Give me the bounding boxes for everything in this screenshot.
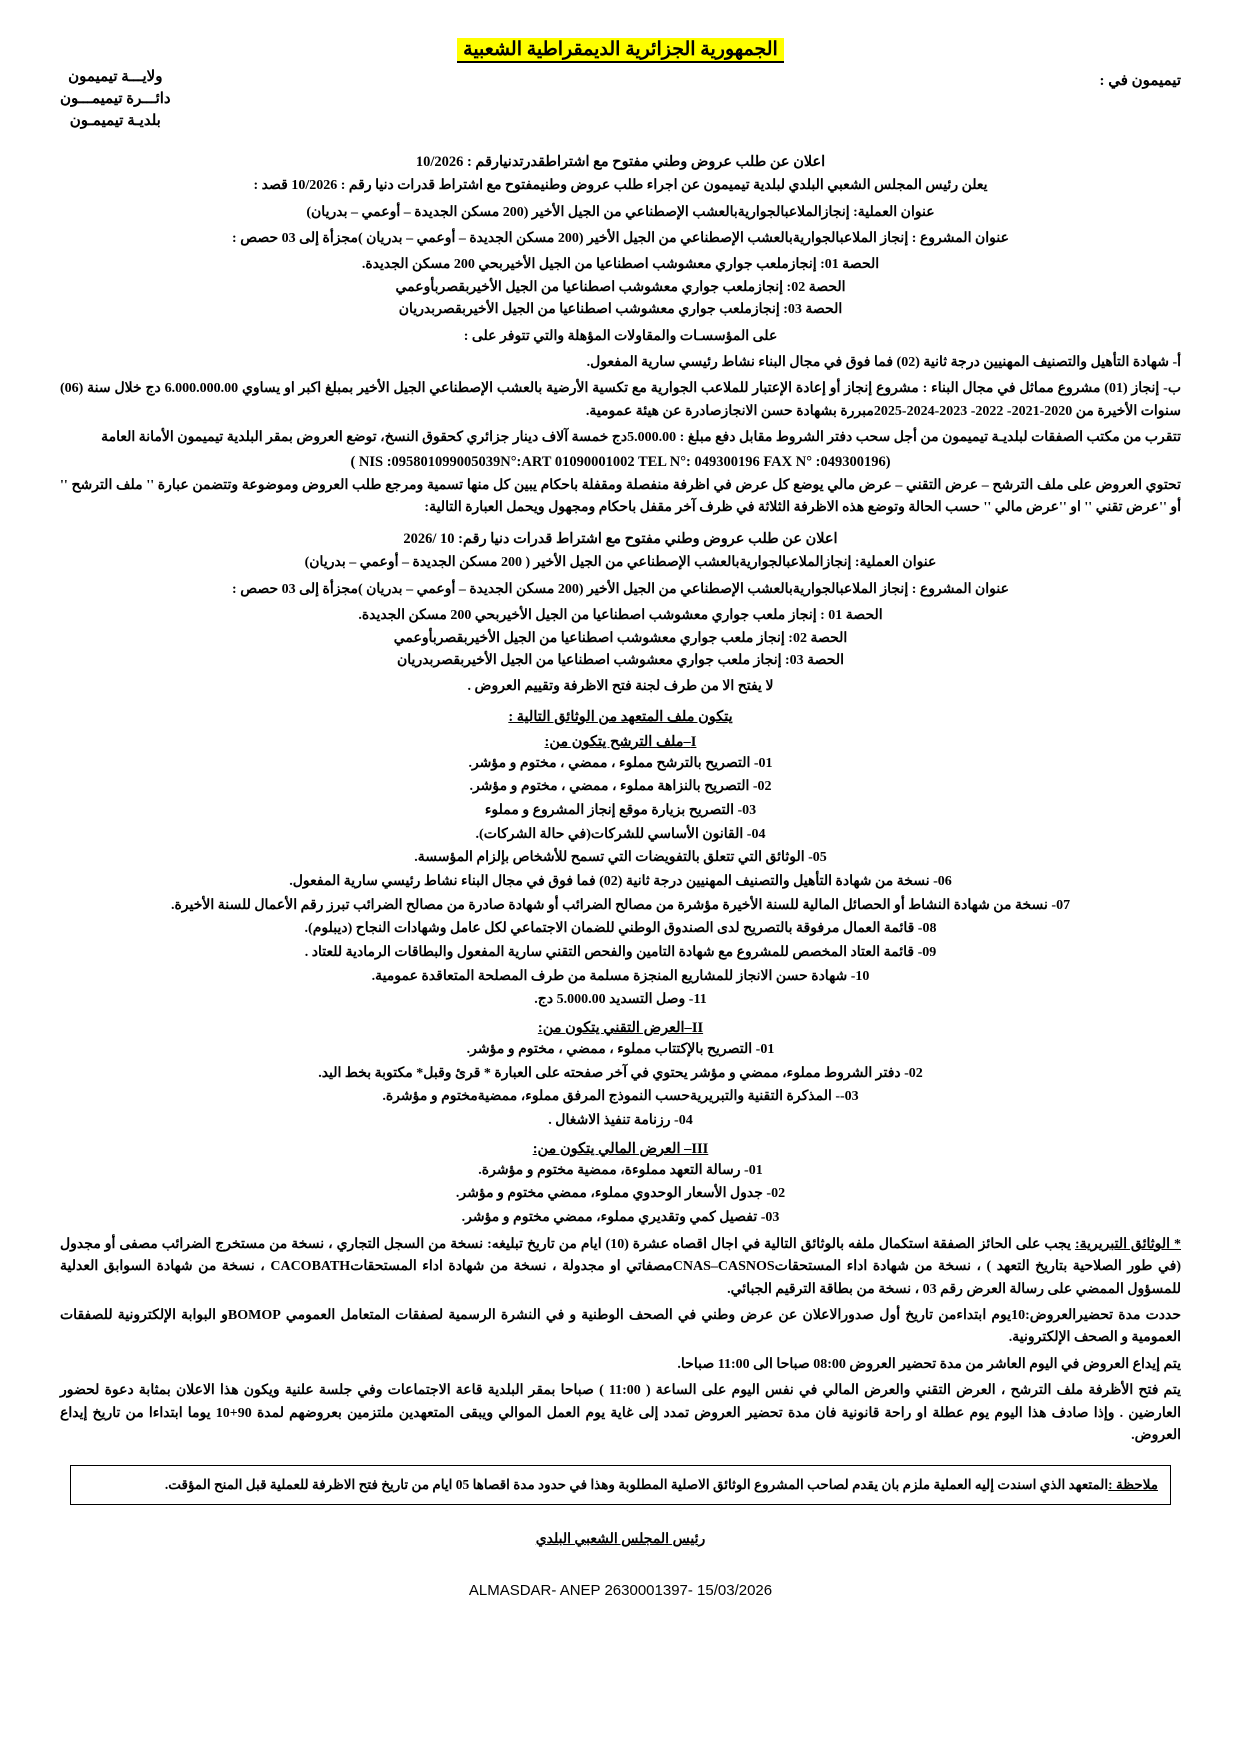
list-item: 08- قائمة العمال مرفوقة بالتصريح لدى الصندوق الوطني للضمان الاجتماعي لكل عامل وشهادات النجاح (ديبلوم). [304, 921, 937, 937]
signature-row [60, 1531, 1181, 1548]
signature-label: رئيس المجلس الشعبي البلدي [535, 1531, 706, 1547]
justification-label: * الوثائق التبريرية: [1074, 1236, 1181, 1252]
section-candidacy-heading: I–ملف الترشح يتكون من: [544, 733, 697, 750]
justification-text: يجب على الحائز الصفقة استكمال ملفه بالوثائق التالية في اجال اقصاه عشرة (10) ايام من تاريخ تبليغه: نسخة من السجل التجاري ، نسخة من مستخرج الضرائب مصفى أو مجدول (في طور الصلاحية بتاريخ التعهد ) ، نسخة من شهادة اداء المستحقاتCNAS–CASNOSمصفاتي او مجدولة ، نسخة من شهادة اداء المستحقاتCACOBATH ، نسخة من شهادة السوابق العدلية للمسؤول الممضي على رسالة العرض رقم 03 ، نسخة من بطاقة الترقيم الجبائي. [60, 1236, 1181, 1297]
section-technical-heading: II–العرض التقني يتكون من: [537, 1020, 704, 1037]
list-item: 04- رزنامة تنفيذ الاشغال . [548, 1113, 693, 1129]
list-item: 11- وصل التسديد 5.000.00 دج. [534, 992, 707, 1008]
list-item: 10- شهادة حسن الانجاز للمشاريع المنجزة مسلمة من طرف المصلحة المتعاقدة عمومية. [371, 968, 870, 984]
note-label: ملاحظة : [1108, 1477, 1158, 1493]
list-item: 02- جدول الأسعار الوحدوي مملوء، ممضي مختوم و مؤشر. [455, 1186, 786, 1202]
project-label-secondary: عنوان المشروع : إنجاز الملاعبالجواريةبالعشب الإصطناعي من الجيل الأخير (200 مسكن الجديدة – أوعمي – بدريان )مجزأة إلى 03 حصص : [232, 581, 1009, 597]
nis-contact-line: ( NIS :095801099005039N°:ART 01090001002 TEL N°: 049300196 FAX N° :049300196) [350, 453, 891, 470]
list-item: 04- القانون الأساسي للشركات(في حالة الشركات). [475, 826, 766, 842]
administration-block [60, 67, 171, 132]
wilaya-label: ولايـــة تيميمون [68, 69, 163, 85]
lot-item: الحصة 01 : إنجاز ملعب جواري معشوشب اصطناعيا من الجيل الأخيربحي 200 مسكن الجديدة. [358, 608, 883, 624]
announcement-intro: يعلن رئيس المجلس الشعبي البلدي لبلدية تيميمون عن اجراء طلب عروض وطنيمفتوح مع اشتراط قدرات دنيا رقم : 10/2026 قصد : [253, 178, 988, 194]
technical-items-list [60, 1039, 1181, 1133]
envelope-instructions: تحتوي العروض على ملف الترشح – عرض التقني – عرض مالي يوضع كل عرض في اظرفة منفصلة ومقفلة باحكام يبين كل منها تسمية ومرجع طلب العروض وموضوعة وتتضمن عبارة '' ملف الترشح '' أو ''عرض تقني '' او ''عرض مالي '' حسب الحالة وتوضع هذه الاظرفة الثلاثة في ظرف آخر مقفل باحكام ومجهول ويحمل العبارة التالية: [60, 477, 1181, 515]
lot-item: الحصة 01: إنجازملعب جواري معشوشب اصطناعيا من الجيل الأخيربحي 200 مسكن الجديدة. [361, 257, 880, 273]
list-item: 02- التصريح بالنزاهة مملوء ، ممضي ، مختوم و مؤشر. [469, 779, 772, 795]
list-item: 09- قائمة العتاد المخصص للمشروع مع شهادة التامين والفحص التقني سارية المفعول والبطاقات الرمادية للعتاد . [304, 945, 937, 961]
opening-session: يتم فتح الأظرفة ملف الترشح ، العرض التقني والعرض المالي في نفس اليوم على الساعة ( 11:00 ) صباحا بمقر البلدية قاعة الاجتماعات وفي جلسة علنية ويكون هذا الاعلان بمثابة دعوة لحضور العارضين . وإذا صادف هذا اليوم يوم عطلة او راحة قانونية فان مدة تحضير العروض تمدد إلى غاية يوم العمل الموالي ويبقى المتعهدين ملتزمين بعروضهم لمدة 90+10 يوما ابتداءا من تاريخ إيداع العروض. [60, 1383, 1181, 1443]
footer-reference: ALMASDAR- ANEP 2630001397- 15/03/2026 [468, 1581, 773, 1599]
condition-b: ب- إنجاز (01) مشروع مماثل في مجال البناء : مشروع إنجاز أو إعادة الإعتبار للملاعب الجوارية مع تكسية الأرضية بالعشب الإصطناعي الجيل الأخير بمبلغ اكبر او يساوي 6.000.000.00 دج خلال سنة (06) سنوات الأخيرة من 2020-2021- 2022- 2023-2024-2025مبررة بشهادة حسن الانجازصادرة عن هيئة عمومية. [60, 381, 1181, 419]
candidacy-items-list [60, 753, 1181, 1012]
preparation-period: حددت مدة تحضيرالعروض:10يوم ابتداءمن تاريخ أول صدورالاعلان عن عرض وطني في الصحف الوطنية و في النشرة الرسمية لصفقات المتعامل العمومي BOMOPو البوابة الإلكترونية للصفقات العمومية و الصحف الإلكترونية. [60, 1307, 1181, 1346]
list-item: 07- نسخة من شهادة النشاط أو الحصائل المالية للسنة الأخيرة مؤشرة من مصالح الضرائب أو شهادة صادرة من مصالح الضرائب تبرز رقم الأعمال للسنة الأخيرة. [170, 897, 1071, 913]
operation-label-secondary: عنوان العملية: إنجازالملاعبالجواريةبالعشب الإصطناعي من الجيل الأخير ( 200 مسكن الجديدة – أوعمي – بدريان) [304, 555, 937, 571]
section-financial-heading: III– العرض المالي يتكون من: [532, 1140, 709, 1157]
note-text: المتعهد الذي اسندت إليه العملية ملزم بان يقدم لصاحب المشروع الوثائق الاصلية المطلوبة وهذا في حدود مدة اقصاها 05 ايام من تاريخ فتح الاظرفة للعملية قبل المنح المؤقت. [164, 1477, 1109, 1493]
list-item: 02- دفتر الشروط مملوء، ممضي و مؤشر يحتوي في آخر صفحته على العبارة * قرئ وقبل* مكتوبة بخط اليد. [318, 1065, 923, 1081]
lot-item: الحصة 03: إنجازملعب جواري معشوشب اصطناعيا من الجيل الأخيربقصربدريان [398, 302, 843, 318]
list-item: 01- التصريح بالإكتتاب مملوء ، ممضي ، مختوم و مؤشر. [466, 1042, 775, 1058]
operation-label: عنوان العملية: إنجازالملاعبالجواريةبالعشب الإصطناعي من الجيل الأخير (200 مسكن الجديدة – أوعمي – بدريان) [306, 204, 935, 220]
lot-item: الحصة 03: إنجاز ملعب جواري معشوشب اصطناعيا من الجيل الأخيربقصربدريان [397, 652, 844, 668]
baladia-label: بلديـة تيميمـون [69, 112, 161, 129]
list-item: 06- نسخة من شهادة التأهيل والتصنيف المهنيين درجة ثانية (02) فما فوق في مجال البناء نشاط رئيسي سارية المفعول. [289, 874, 952, 890]
lot-item: الحصة 02: إنجاز ملعب جواري معشوشب اصطناعيا من الجيل الأخيربقصربأوعمي [393, 630, 848, 646]
place-date-label: تيميمون في : [1099, 73, 1181, 89]
republic-title [60, 38, 1181, 61]
announcement-title-secondary: اعلان عن طلب عروض وطني مفتوح مع اشتراط قدرات دنيا رقم: 10 /2026 [403, 531, 838, 548]
header-row [60, 67, 1181, 132]
republic-title-text: الجمهورية الجزائرية الديمقراطية الشعبية [457, 38, 784, 63]
list-item: 01- التصريح بالترشح مملوء ، ممضي ، مختوم و مؤشر. [468, 755, 773, 771]
file-contents-heading: يتكون ملف المتعهد من الوثائق التالية : [508, 708, 733, 725]
lot-item: الحصة 02: إنجازملعب جواري معشوشب اصطناعيا من الجيل الأخيربقصربأوعمي [395, 279, 846, 295]
list-item: 05- الوثائق التي تتعلق بالتفويضات التي تسمح للأشخاص بإلزام المؤسسة. [414, 850, 827, 866]
do-not-open-notice: لا يفتح الا من طرف لجنة فتح الاظرفة وتقييم العروض . [467, 679, 774, 695]
justification-paragraph [60, 1234, 1181, 1301]
financial-items-list [60, 1160, 1181, 1230]
deposit-period: يتم إيداع العروض في اليوم العاشر من مدة تحضير العروض 08:00 صباحا الى 11:00 صباحا. [677, 1356, 1181, 1372]
condition-a: أ- شهادة التأهيل والتصنيف المهنيين درجة ثانية (02) فما فوق في مجال البناء نشاط رئيسي سارية المفعول. [586, 354, 1181, 370]
project-label: عنوان المشروع : إنجاز الملاعبالجواريةبالعشب الإصطناعي من الجيل الأخير (200 مسكن الجديدة – أوعمي – بدريان )مجزأة إلى 03 حصص : [232, 231, 1009, 247]
announcement-title: اعلان عن طلب عروض وطني مفتوح مع اشتراطقدرتدنيارقم : 10/2026 [415, 154, 826, 171]
list-item: 03-- المذكرة التقنية والتبريريةحسب النموذج المرفق مملوء، ممضيةمختوم و مؤشرة. [382, 1089, 859, 1105]
qualified-companies-line: على المؤسسـات والمقاولات المؤهلة والتي تتوفر على : [463, 328, 778, 344]
list-item: 03- التصريح بزيارة موقع إنجاز المشروع و مملوء [484, 803, 757, 819]
note-box [70, 1465, 1171, 1505]
list-item: 01- رسالة التعهد مملوءة، ممضية مختوم و مؤشرة. [478, 1162, 763, 1178]
list-item: 03- تفصيل كمي وتقديري مملوء، ممضي مختوم و مؤشر. [461, 1210, 780, 1226]
withdrawal-paragraph: تتقرب من مكتب الصفقات لبلديـة تيميمون من أجل سحب دفتر الشروط مقابل دفع مبلغ : 5.000.00دج خمسة آلاف دينار جزائري كحقوق النسخ، توضع العروض بمقر البلدية تيميمون الأمانة العامة [101, 430, 1181, 446]
daira-label: دائـــرة تيميمـــون [60, 90, 171, 107]
